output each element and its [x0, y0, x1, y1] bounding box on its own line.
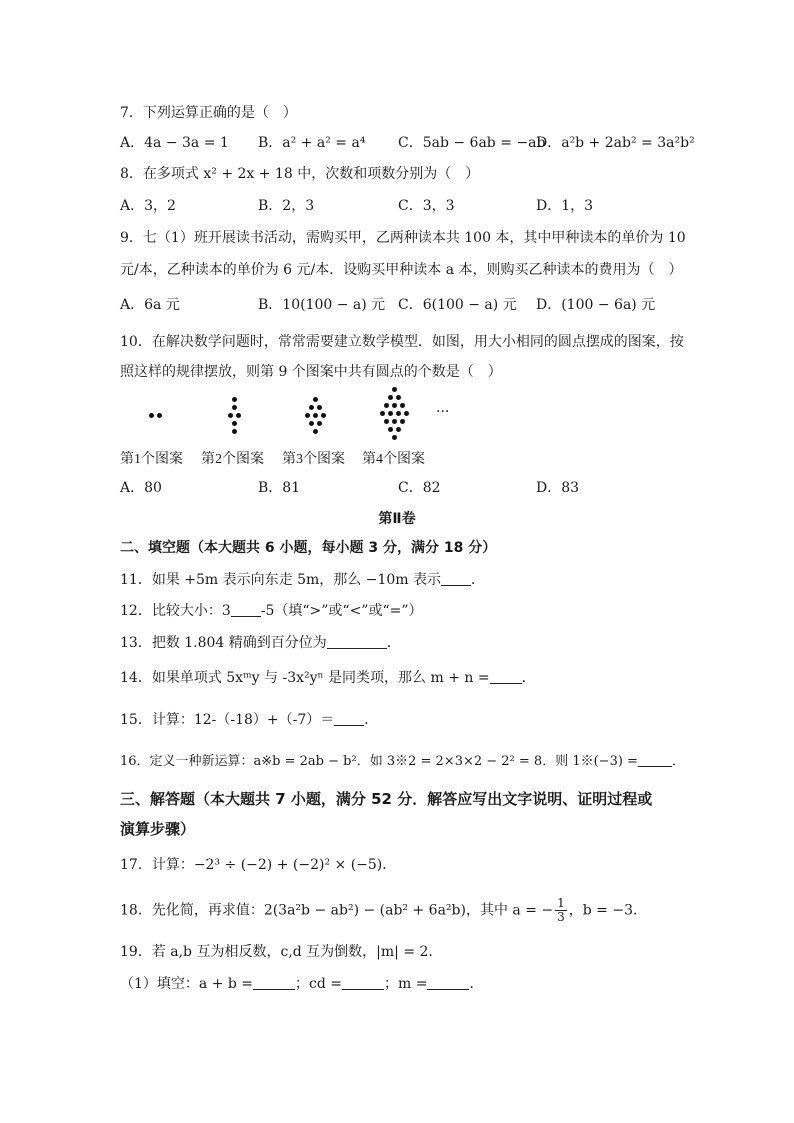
pattern-4-dot [396, 411, 401, 416]
pattern-3-dot [321, 413, 326, 418]
q9-stem-line1: 9．七（1）班开展读书活动，需购买甲，乙两种读本共 100 本，其中甲种读本的单价为 10 [120, 230, 686, 246]
q8-option-b: B．2，3 [258, 198, 315, 214]
q11-answer-blank[interactable] [441, 571, 471, 586]
pattern-4-dot [404, 411, 409, 416]
q12-text: 12．比较大小：3 [120, 603, 231, 619]
q19-part1-label: （1）填空：a + b = [120, 976, 254, 992]
pattern-3-dot [309, 421, 314, 426]
q19-blank-m[interactable] [427, 975, 469, 990]
q18 [120, 897, 647, 924]
q11-text: 11．如果 +5m 表示向东走 5m，那么 −10m 表示 [120, 572, 441, 588]
q11-end: ． [470, 572, 485, 588]
q12 [120, 601, 423, 621]
pattern-4-dot [392, 387, 397, 392]
q13-answer-blank[interactable] [327, 634, 387, 649]
section3-title-line2: 演算步骤） [120, 820, 196, 838]
q10-option-b: B．81 [258, 480, 301, 496]
q15-end: ． [364, 712, 379, 728]
q10-option-a: A．80 [120, 480, 162, 496]
pattern-2-dot [232, 397, 237, 402]
q13-end: ． [386, 635, 401, 651]
q19-part1-m: ；m = [384, 976, 428, 992]
pattern-3-dot [317, 421, 322, 426]
q18-frac-den: 3 [557, 910, 565, 924]
pattern-4-dot [392, 403, 397, 408]
q9-option-d: D．(100 − 6a) 元 [536, 297, 656, 313]
pattern-2-dot [232, 429, 237, 434]
q19-part1 [120, 974, 483, 994]
q18-fraction [555, 897, 567, 924]
q16-text: 16．定义一种新运算：a※b = 2ab − b²．如 3※2 = 2×3×2 − 2² = 8．则 1※(−3) = [120, 754, 638, 769]
pattern-2-dot [236, 413, 241, 418]
q7-option-c: C．5ab − 6ab = −ab [398, 135, 546, 151]
q19-blank-ab[interactable] [253, 975, 295, 990]
q10-stem-line2: 照这样的规律摆放，则第 9 个图案中共有圆点的个数是（ ） [120, 364, 502, 380]
q14-answer-blank[interactable] [490, 669, 522, 684]
figure-label-3: 第3个图案 [282, 452, 345, 467]
q8-option-c: C．3，3 [398, 198, 455, 214]
q9-option-b: B．10(100 − a) 元 [258, 297, 386, 313]
pattern-3-dot [313, 413, 318, 418]
q13 [120, 633, 401, 653]
q19-blank-cd[interactable] [342, 975, 384, 990]
q15-answer-blank[interactable] [334, 711, 364, 726]
pattern-4-dot [388, 395, 393, 400]
q9-option-c: C．6(100 − a) 元 [398, 297, 517, 313]
pattern-2-dot [232, 421, 237, 426]
figure-label-4: 第4个图案 [362, 452, 425, 467]
q10-option-d: D．83 [536, 480, 580, 496]
q7-option-b: B．a² + a² = a⁴ [258, 135, 366, 151]
pattern-1-dot [157, 413, 162, 418]
figure-label-1: 第1个图案 [120, 452, 183, 467]
q7-option-a: A．4a − 3a = 1 [120, 135, 229, 151]
q19-part1-end: ． [469, 976, 484, 992]
q15 [120, 710, 378, 730]
q10-stem-line1: 10．在解决数学问题时，常常需要建立数学模型．如图，用大小相同的圆点摆成的图案，按 [120, 334, 684, 350]
q9-stem-line2: 元/本，乙种读本的单价为 6 元/本．设购买甲种读本 a 本，则购买乙种读本的费用为（ ） [120, 262, 683, 278]
section2-title: 二、填空题（本大题共 6 小题，每小题 3 分，满分 18 分） [120, 540, 497, 556]
figure-ellipsis: ··· [436, 404, 450, 420]
pattern-2-dot [228, 413, 233, 418]
pattern-4-dot [396, 427, 401, 432]
q18-text: 18．先化简，再求值：2(3a²b − ab²) − (ab² + 6a²b)，其中 a = − [120, 902, 554, 919]
pattern-4-dot [380, 411, 385, 416]
q19: 19．若 a,b 互为相反数，c,d 互为倒数，|m| = 2． [120, 944, 443, 960]
section3-title-line1: 三、解答题（本大题共 7 小题，满分 52 分．解答应写出文字说明、证明过程或 [120, 790, 653, 808]
q12-end: -5（填“>”或“<”或“=”） [260, 603, 423, 619]
q7-stem: 7．下列运算正确的是（ ） [120, 105, 297, 121]
q18-frac-num: 1 [557, 896, 565, 910]
pattern-4-dot [384, 419, 389, 424]
pattern-2-dot [232, 405, 237, 410]
pattern-3-dot [317, 405, 322, 410]
pattern-3-dot [313, 397, 318, 402]
q16 [120, 752, 685, 772]
q15-text: 15．计算：12-（-18）+（-7）＝ [120, 712, 335, 728]
q12-answer-blank[interactable] [231, 602, 261, 617]
q16-end: ． [671, 754, 685, 769]
q8-option-a: A．3，2 [120, 198, 176, 214]
pattern-4-dot [384, 403, 389, 408]
q14 [120, 668, 536, 688]
q13-text: 13．把数 1.804 精确到百分位为 [120, 635, 327, 651]
pattern-4-dot [400, 419, 405, 424]
q11 [120, 570, 485, 590]
q7-option-d: D．a²b + 2ab² = 3a²b² [536, 135, 695, 151]
pattern-4-dot [388, 427, 393, 432]
pattern-3-dot [313, 429, 318, 434]
part2-title: 第Ⅱ卷 [378, 511, 416, 527]
q9-option-a: A．6a 元 [120, 297, 180, 313]
q18-end: ，b = −3． [568, 902, 647, 919]
q14-end: ． [521, 670, 536, 686]
pattern-3-dot [309, 405, 314, 410]
q16-answer-blank[interactable] [638, 752, 672, 767]
pattern-1-dot [149, 413, 154, 418]
q14-text: 14．如果单项式 5xᵐy 与 -3x²yⁿ 是同类项，那么 m + n = [120, 670, 490, 686]
figure-label-2: 第2个图案 [201, 452, 264, 467]
q8-option-d: D．1，3 [536, 198, 594, 214]
q17: 17．计算：−2³ ÷ (−2) + (−2)² × (−5)． [120, 857, 397, 873]
q19-part1-cd: ；cd = [295, 976, 343, 992]
q10-option-c: C．82 [398, 480, 441, 496]
pattern-4-dot [396, 395, 401, 400]
pattern-4-dot [388, 411, 393, 416]
pattern-4-dot [400, 403, 405, 408]
q8-stem: 8．在多项式 x² + 2x + 18 中，次数和项数分别为（ ） [120, 166, 480, 182]
pattern-3-dot [305, 413, 310, 418]
pattern-4-dot [392, 435, 397, 440]
pattern-4-dot [392, 419, 397, 424]
